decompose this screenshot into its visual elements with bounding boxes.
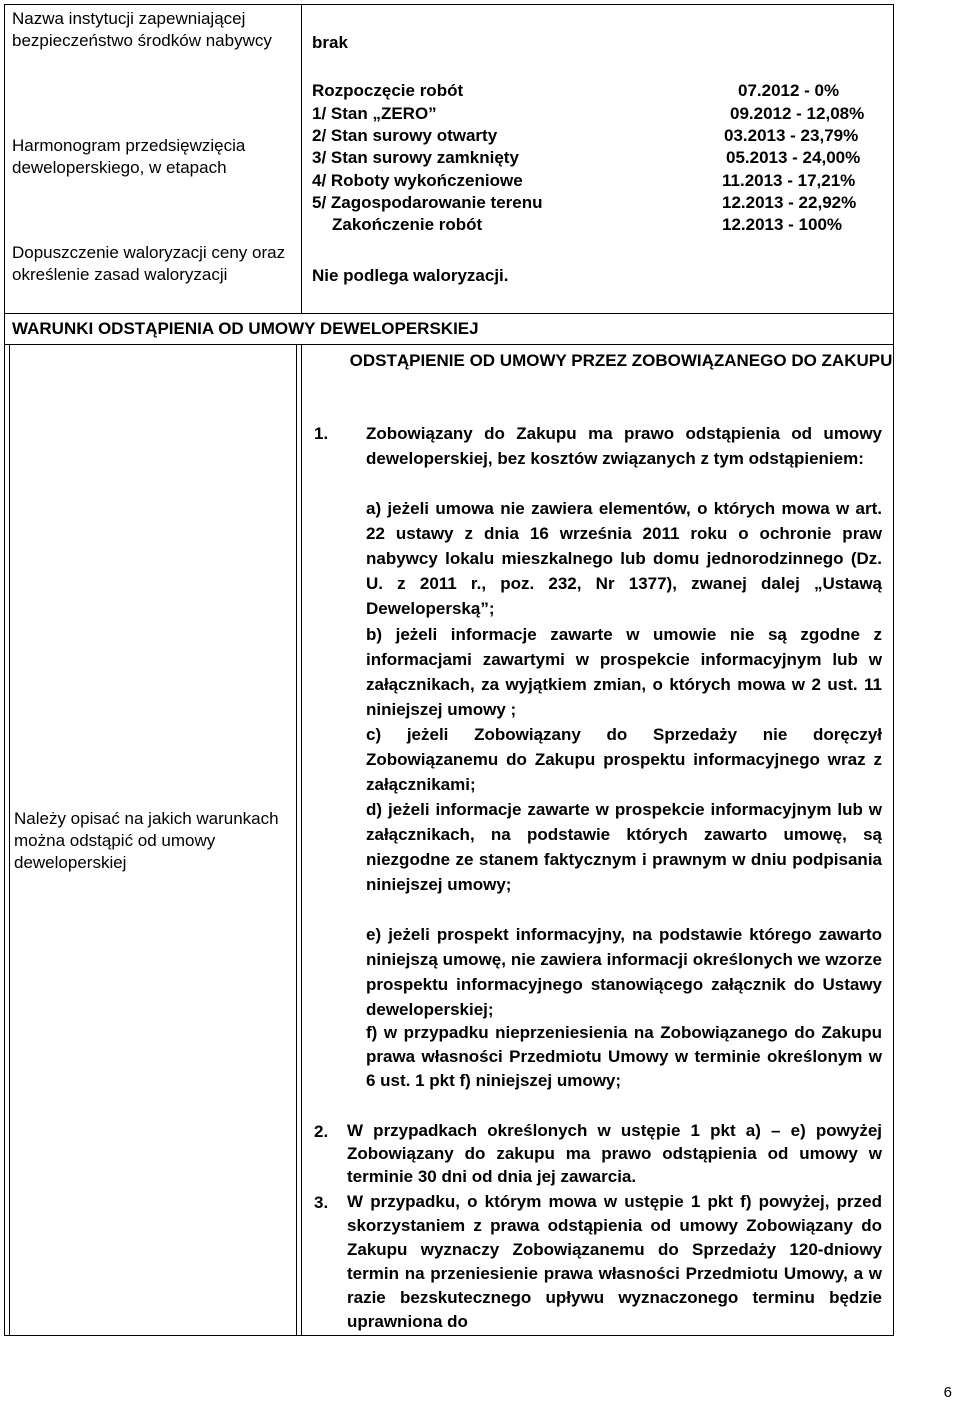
schedule-value: 07.2012 - 0% <box>738 81 840 100</box>
point-3-number: 3. <box>314 1193 329 1212</box>
schedule-stage: 2/ Stan surowy otwarty <box>312 126 498 145</box>
schedule-value: 05.2013 - 24,00% <box>726 148 861 167</box>
schedule-stage: 1/ Stan „ZERO” <box>312 104 437 123</box>
schedule-row <box>312 125 882 147</box>
point-1-a: a) jeżeli umowa nie zawiera elementów, o których mowa w art. 22 ustawy z dnia 16 września 2011 roku o ochronie praw nabywcy lokalu mieszkalnego lub domu jednorodzinnego (Dz. U. z 2011 r., poz. 232, Nr 1377), zwanej dalej „Ustawą Deweloperską”; <box>366 499 882 618</box>
schedule-stage: 4/ Roboty wykończeniowe <box>312 171 523 190</box>
withdrawal-conditions-label: Należy opisać na jakich warunkach można odstąpić od umowy deweloperskiej <box>14 809 279 872</box>
column-divider-bottom <box>301 344 302 1336</box>
point-1-e: e) jeżeli prospekt informacyjny, na podstawie którego zawarto niniejszą umowę, nie zawiera informacji określonych we wzorze prospektu informacyjnego stanowiącego załącznik do Ustawy deweloperskiej; <box>366 925 882 1019</box>
schedule-row <box>312 80 882 102</box>
valorization-label: Dopuszczenie waloryzacji ceny oraz określenie zasad waloryzacji <box>12 243 286 284</box>
point-2-number: 2. <box>314 1122 329 1141</box>
schedule-stage: 3/ Stan surowy zamknięty <box>312 148 519 167</box>
section-top-line <box>4 313 894 314</box>
left-cell-inner-border <box>9 344 10 1336</box>
point-1-c: c) jeżeli Zobowiązany do Sprzedaży nie doręczył Zobowiązanemu do Zakupu prospektu informacyjnego wraz z załącznikami; <box>366 725 882 794</box>
sub-heading: ODSTĄPIENIE OD UMOWY PRZEZ ZOBOWIĄZANEGO DO ZAKUPU <box>349 351 893 370</box>
schedule-stage: Zakończenie robót <box>332 215 483 234</box>
schedule-stage: 5/ Zagospodarowanie terenu <box>312 193 543 212</box>
point-1-f: f) w przypadku nieprzeniesienia na Zobowiązanego do Zakupu prawa własności Przedmiotu Umowy w terminie określonym w 6 ust. 1 pkt f) niniejszej umowy; <box>366 1023 882 1090</box>
schedule-row <box>312 192 882 214</box>
schedule-value: 11.2013 - 17,21% <box>722 171 856 190</box>
section-heading-bottom-line <box>4 344 894 345</box>
schedule-row <box>312 103 882 125</box>
point-2-text: W przypadkach określonych w ustępie 1 pkt a) – e) powyżej Zobowiązany do zakupu ma prawo odstąpienia od umowy w terminie 30 dni od dnia jej zawarcia. <box>347 1121 882 1186</box>
schedule-value: 03.2013 - 23,79% <box>724 126 859 145</box>
page-number: 6 <box>943 1384 952 1401</box>
left-cell-inner-border-right <box>296 344 297 1336</box>
institution-label: Nazwa instytucji zapewniającej bezpieczeństwo środków nabywcy <box>12 9 272 50</box>
schedule-value: 12.2013 - 22,92% <box>722 193 857 212</box>
institution-value: brak <box>312 33 348 52</box>
schedule-label: Harmonogram przedsięwzięcia deweloperskiego, w etapach <box>12 136 246 177</box>
column-divider-top <box>301 4 302 314</box>
point-1-b: b) jeżeli informacje zawarte w umowie nie są zgodne z informacjami zawartymi w prospekcie informacyjnym lub w załącznikach, za wyjątkiem zmian, o których mowa w 2 ust. 11 niniejszej umowy ; <box>366 625 882 719</box>
schedule-value: 09.2012 - 12,08% <box>730 104 865 123</box>
schedule-row <box>312 170 882 192</box>
valorization-value: Nie podlega waloryzacji. <box>312 266 509 285</box>
point-1-d: d) jeżeli informacje zawarte w prospekcie informacyjnym lub w załącznikach, na podstawie których zawarto umowę, są niezgodne ze stanem faktycznym i prawnym w dniu podpisania niniejszej umowy; <box>366 800 882 894</box>
schedule-value: 12.2013 - 100% <box>722 215 843 234</box>
schedule-row <box>312 147 882 169</box>
point-1-intro: Zobowiązany do Zakupu ma prawo odstąpienia od umowy deweloperskiej, bez kosztów związanych z tym odstąpieniem: <box>366 424 882 468</box>
point-1-number: 1. <box>314 424 329 443</box>
section-heading: WARUNKI ODSTĄPIENIA OD UMOWY DEWELOPERSKIEJ <box>12 319 479 338</box>
point-3-text: W przypadku, o którym mowa w ustępie 1 pkt f) powyżej, przed skorzystaniem z prawa odstąpienia od umowy Zobowiązany do Zakupu wyznaczy Zobowiązanemu do Sprzedaży 120-dniowy termin na przeniesienie prawa własności Przedmiotu Umowy, a w razie bezskutecznego upływu wyznaczonego terminu będzie uprawniona do <box>347 1192 882 1331</box>
schedule-row <box>312 214 882 236</box>
schedule-stage: Rozpoczęcie robót <box>312 81 464 100</box>
